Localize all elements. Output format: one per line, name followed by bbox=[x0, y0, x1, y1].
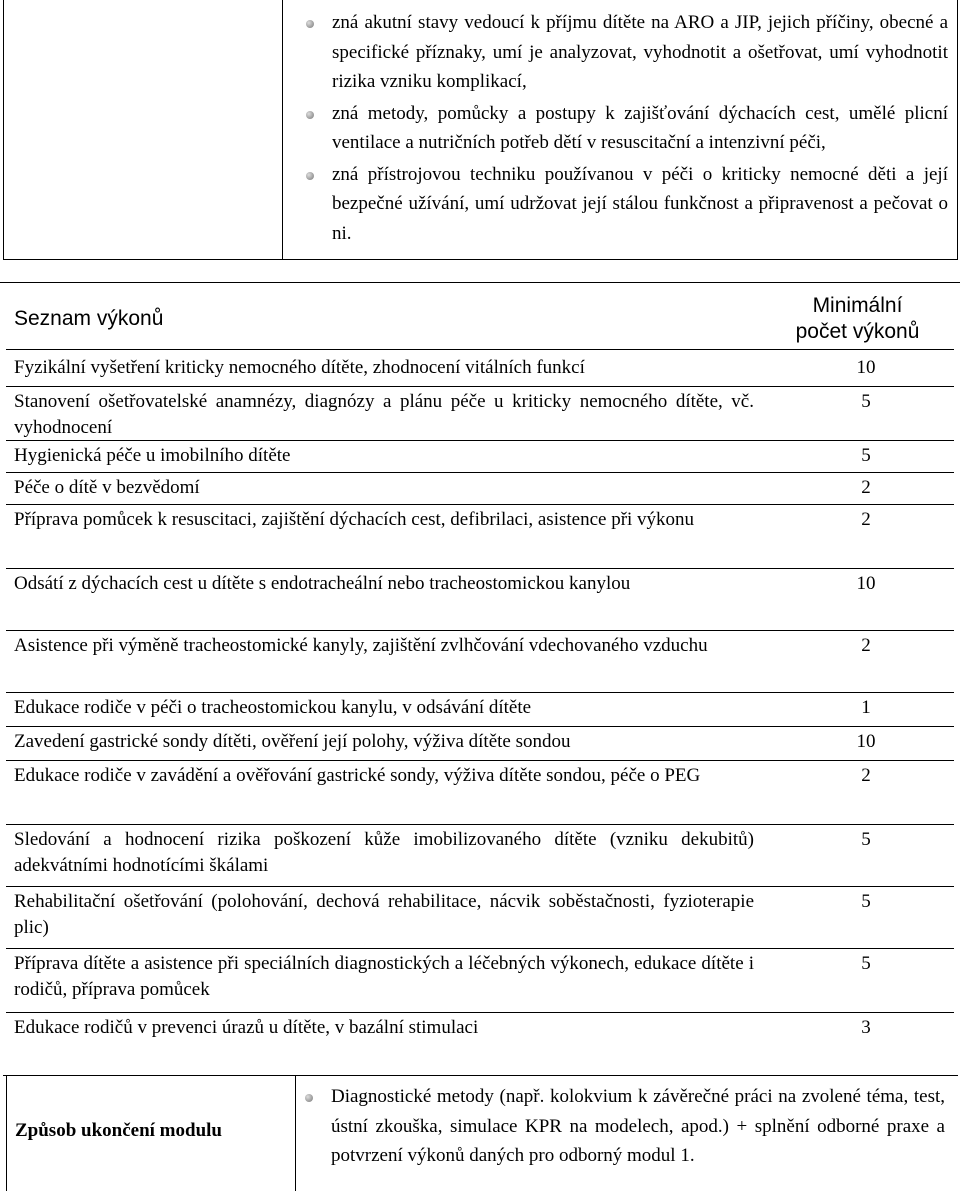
table-header-right bbox=[770, 293, 945, 345]
bullet-icon bbox=[306, 111, 314, 119]
table-row bbox=[6, 441, 954, 473]
row-count: 2 bbox=[861, 509, 871, 530]
completion-list bbox=[305, 1082, 945, 1171]
objective-item: zná akutní stavy vedoucí k příjmu dítěte na ARO a JIP, jejich příčiny, obecné a specifické příznaky, umí je analyzovat, vyhodnotit a ošetřovat, umí vyhodnotit rizika vzniku komplikací, bbox=[306, 8, 948, 97]
table-row bbox=[6, 505, 954, 569]
row-count: 5 bbox=[861, 445, 871, 466]
row-text: Hygienická péče u imobilního dítěte bbox=[14, 445, 291, 466]
table-row bbox=[6, 1013, 954, 1045]
row-count: 5 bbox=[861, 391, 871, 412]
row-count: 5 bbox=[861, 829, 871, 850]
row-text: Edukace rodiče v péči o tracheostomickou kanylu, v odsávání dítěte bbox=[14, 697, 532, 718]
table-row bbox=[6, 887, 954, 949]
row-text: Edukace rodičů v prevenci úrazů u dítěte, v bazální stimulaci bbox=[14, 1017, 479, 1038]
row-count: 10 bbox=[856, 573, 876, 594]
header-right-line2: počet výkonů bbox=[795, 320, 920, 343]
bullet-icon bbox=[306, 20, 314, 28]
table-row bbox=[6, 949, 954, 1013]
row-text: Edukace rodiče v zavádění a ověřování gastrické sondy, výživa dítěte sondou, péče o PEG bbox=[14, 765, 701, 786]
objective-item: zná metody, pomůcky a postupy k zajišťování dýchacích cest, umělé plicní ventilace a nutričních potřeb dětí v resuscitační a intenzivní péči, bbox=[306, 99, 948, 158]
objective-item: zná přístrojovou techniku používanou v péči o kriticky nemocné děti a její bezpečné užívání, umí udržovat její stálou funkčnost a připravenost a pečovat o ni. bbox=[306, 160, 948, 249]
table-row bbox=[6, 727, 954, 761]
row-count: 10 bbox=[856, 357, 876, 378]
table-row bbox=[6, 387, 954, 441]
completion-divider bbox=[295, 1076, 296, 1191]
completion-box bbox=[3, 1075, 958, 1191]
header-right-line1: Minimální bbox=[812, 294, 903, 317]
row-count: 2 bbox=[861, 765, 871, 786]
table-row bbox=[6, 631, 954, 693]
table-row bbox=[6, 761, 954, 825]
table-row bbox=[6, 353, 954, 387]
objectives-divider bbox=[282, 0, 283, 259]
row-text: Příprava pomůcek k resuscitaci, zajištění dýchacích cest, defibrilaci, asistence při výkonu bbox=[14, 509, 695, 530]
row-text: Odsátí z dýchacích cest u dítěte s endotracheální nebo tracheostomickou kanylou bbox=[14, 573, 631, 594]
row-text: Stanovení ošetřovatelské anamnézy, diagnózy a plánu péče u kriticky nemocného dítěte, vč. vyhodnocení bbox=[14, 391, 754, 438]
completion-item: Diagnostické metody (např. kolokvium k závěrečné práci na zvolené téma, test, ústní zkouška, simulace KPR na modelech, apod.) + splnění odborné praxe a potvrzení výkonů daných pro odborný modul 1. bbox=[305, 1082, 945, 1171]
table-row bbox=[6, 473, 954, 505]
objectives-box bbox=[3, 0, 958, 260]
row-count: 10 bbox=[856, 731, 876, 752]
row-text: Příprava dítěte a asistence při speciálních diagnostických a léčebných výkonech, edukace dítěte i rodičů, příprava pomůcek bbox=[14, 953, 754, 1000]
row-count: 3 bbox=[861, 1017, 871, 1038]
row-count: 2 bbox=[861, 477, 871, 498]
row-text: Zavedení gastrické sondy dítěti, ověření její polohy, výživa dítěte sondou bbox=[14, 731, 571, 752]
objectives-list bbox=[306, 8, 948, 248]
row-text: Rehabilitační ošetřování (polohování, dechová rehabilitace, nácvik soběstačnosti, fyzioterapie plic) bbox=[14, 891, 754, 938]
bullet-icon bbox=[305, 1094, 313, 1102]
table-header-left: Seznam výkonů bbox=[14, 307, 164, 330]
performance-table bbox=[0, 282, 960, 1075]
row-text: Sledování a hodnocení rizika poškození kůže imobilizovaného dítěte (vzniku dekubitů) adekvátními hodnotícími škálami bbox=[14, 829, 754, 876]
row-count: 5 bbox=[861, 891, 871, 912]
table-row bbox=[6, 693, 954, 727]
bullet-icon bbox=[306, 172, 314, 180]
row-count: 2 bbox=[861, 635, 871, 656]
completion-label: Způsob ukončení modulu bbox=[15, 1120, 222, 1141]
table-row bbox=[6, 825, 954, 887]
row-count: 1 bbox=[861, 697, 871, 718]
row-text: Asistence při výměně tracheostomické kanyly, zajištění zvlhčování vdechovaného vzduchu bbox=[14, 635, 708, 656]
header-underline bbox=[6, 349, 954, 350]
row-text: Fyzikální vyšetření kriticky nemocného dítěte, zhodnocení vitálních funkcí bbox=[14, 357, 585, 378]
completion-left-border bbox=[6, 1076, 7, 1191]
table-row bbox=[6, 569, 954, 631]
row-count: 5 bbox=[861, 953, 871, 974]
row-text: Péče o dítě v bezvědomí bbox=[14, 477, 200, 498]
